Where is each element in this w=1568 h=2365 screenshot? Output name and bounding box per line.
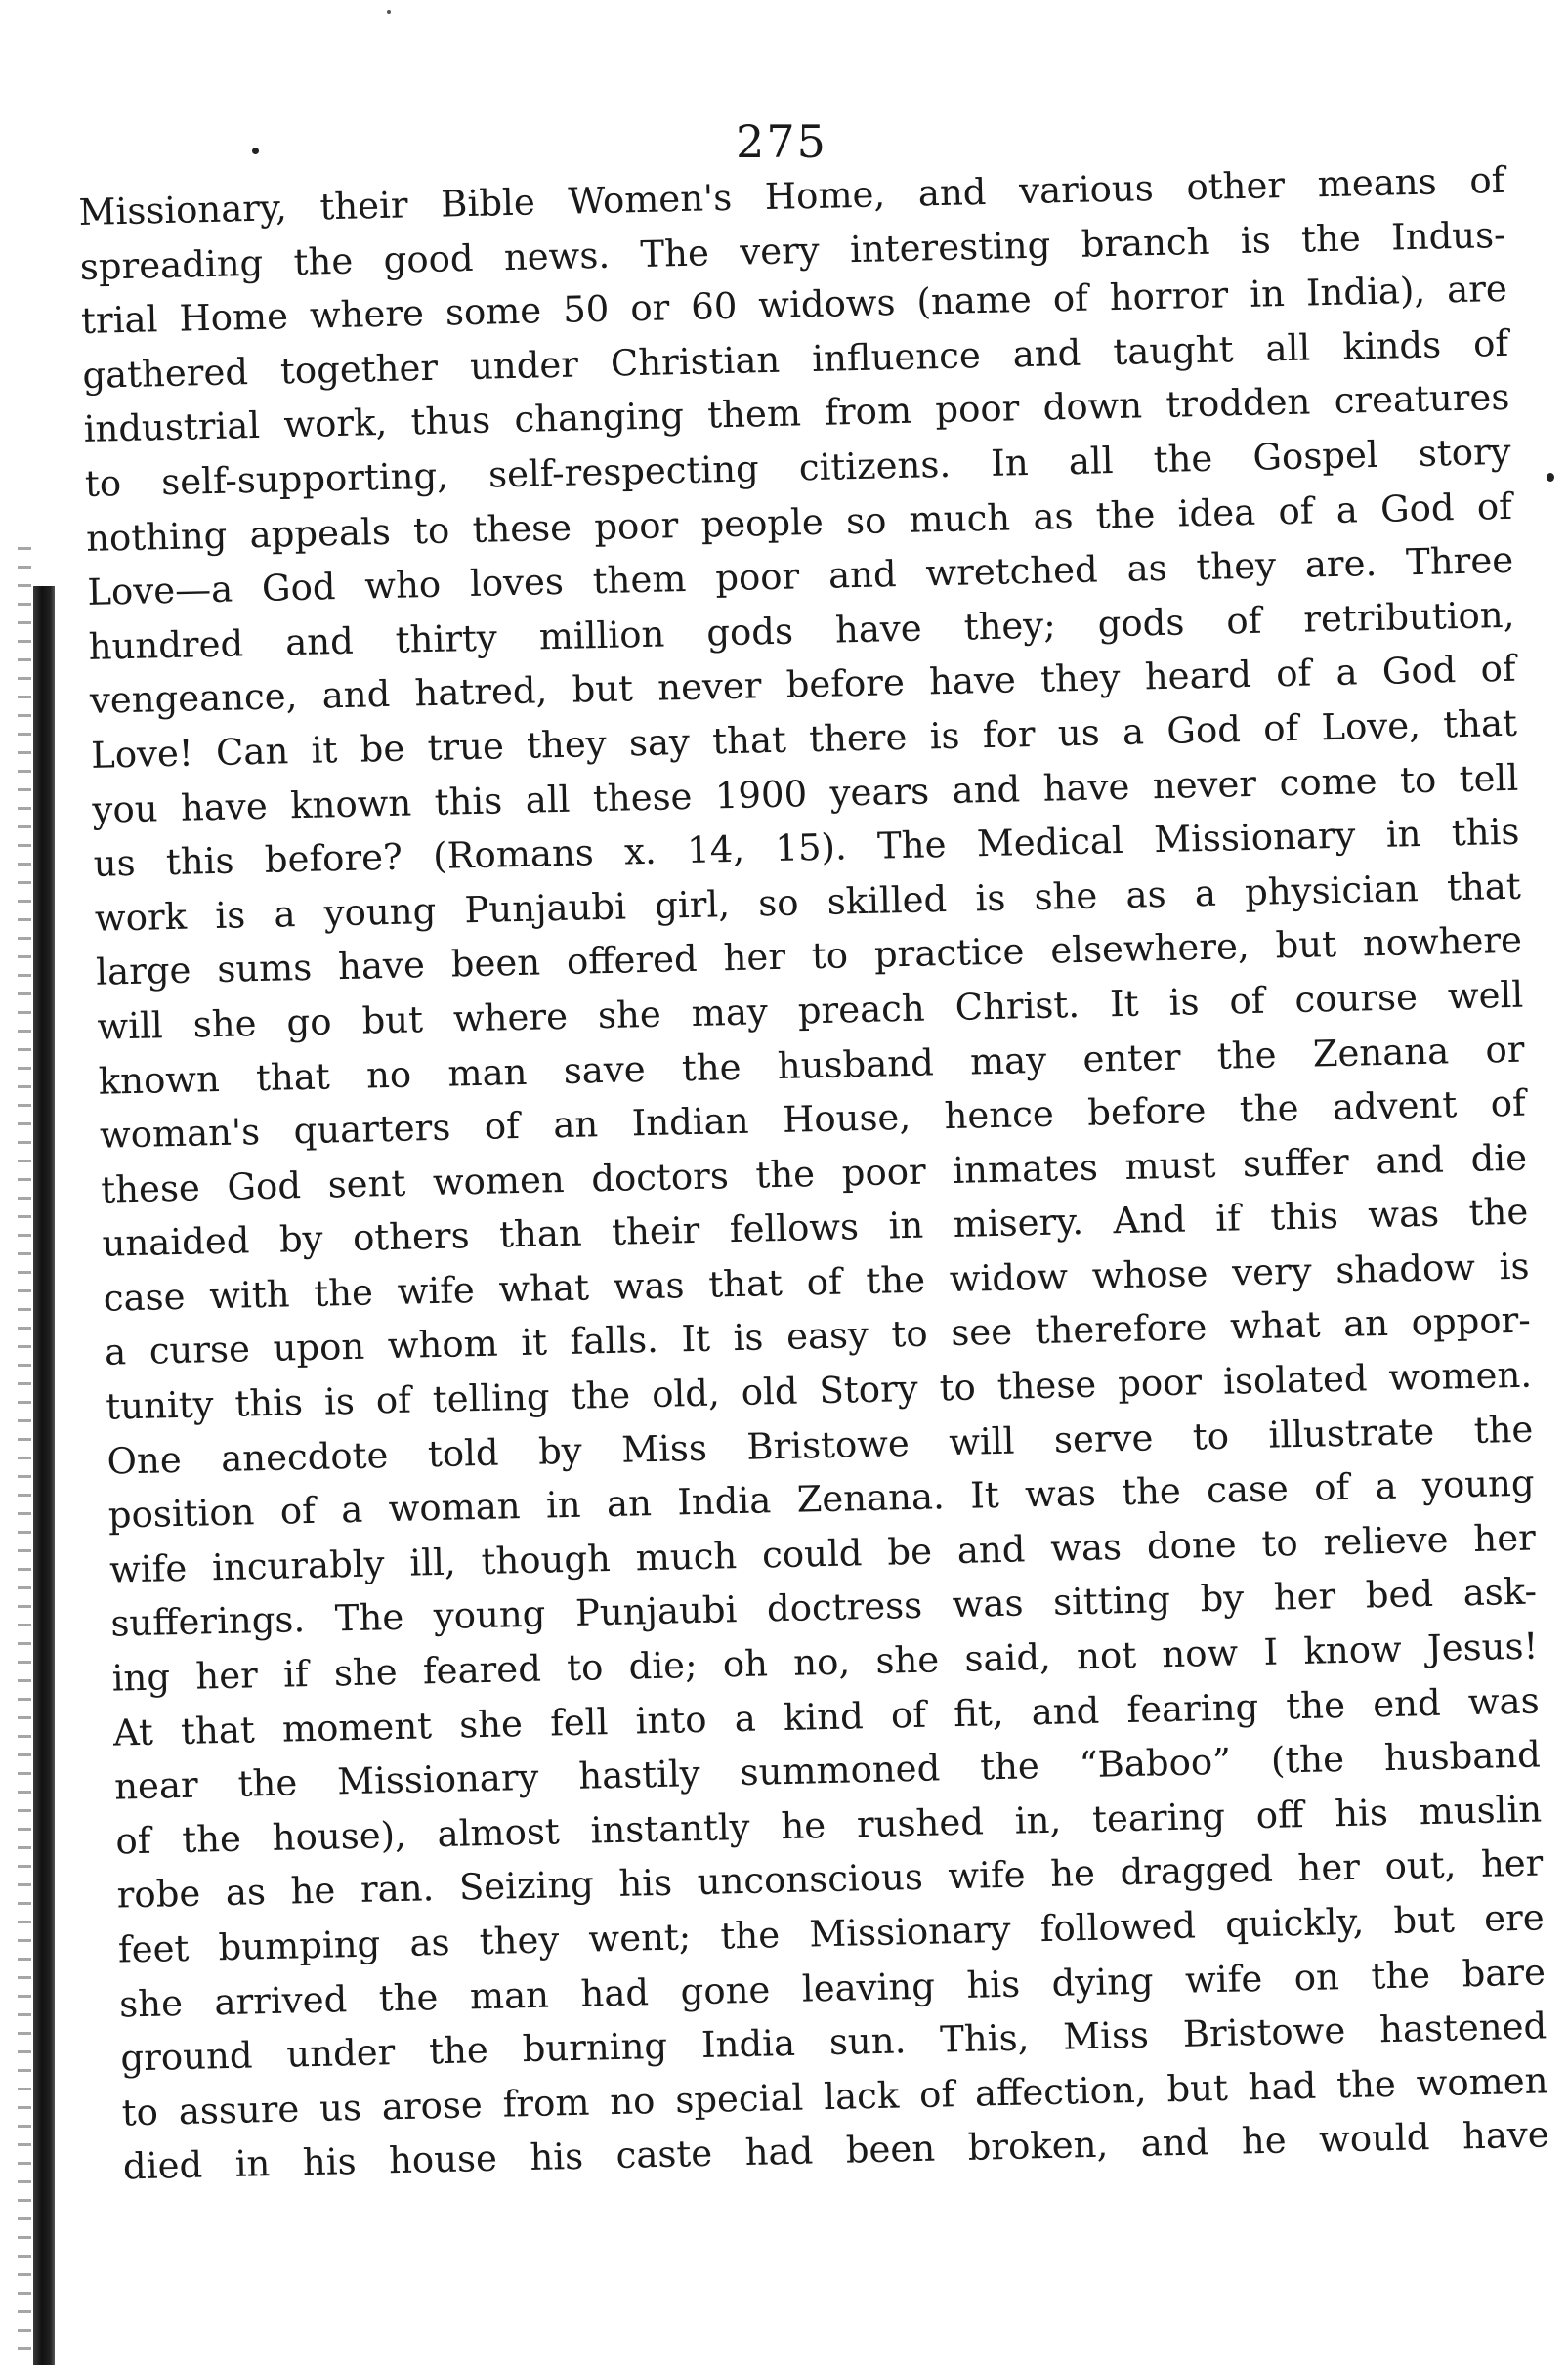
text-line: vengeance, and hatred, but never before have they heard of a God of: [89, 648, 1517, 723]
text-line: ing her if she feared to die; oh no, she said, not now I know Jesus!: [111, 1625, 1539, 1700]
text-line: At that moment she fell into a kind of fit, and fearing the end was: [112, 1679, 1541, 1754]
text-line: us this before? (Romans x. 14, 15). The Medical Missionary in this: [93, 810, 1520, 885]
body-text: [78, 153, 1549, 2195]
text-line: a curse upon whom it falls. It is easy to see therefore what an oppor-: [104, 1299, 1532, 1374]
margin-dot: [252, 148, 259, 154]
text-line: work is a young Punjaubi girl, so skilled is she as a physician that: [94, 865, 1522, 940]
text-line: industrial work, thus changing them from poor down trodden creatures: [83, 376, 1510, 451]
text-line: unaided by others than their fellows in misery. And if this was the: [102, 1190, 1529, 1265]
text-line: position of a woman in an India Zenana. It was the case of a young: [107, 1461, 1536, 1537]
text-line: known that no man save the husband may enter the Zenana or: [98, 1028, 1525, 1103]
text-line: ground under the burning India sun. This, Miss Bristowe hastened: [120, 2005, 1547, 2080]
text-line: you have known this all these 1900 years and have never come to tell: [92, 756, 1519, 831]
text-line: of the house), almost instantly he rushed in, tearing off his muslin: [114, 1788, 1543, 1863]
text-line: nothing appeals to these poor people so much as the idea of a God of: [85, 485, 1513, 560]
text-line: these God sent women doctors the poor inmates must suffer and die: [100, 1136, 1528, 1211]
text-line: gathered together under Christian influence and taught all kinds of: [81, 321, 1509, 397]
text-line: spreading the good news. The very interesting branch is the Indus-: [79, 213, 1506, 288]
text-line: hundred and thirty million gods have they; gods of retribution,: [88, 593, 1515, 668]
text-line: sufferings. The young Punjaubi doctress was sitting by her bed ask-: [109, 1570, 1538, 1646]
text-line: died in his house his caste had been broken, and he would have: [122, 2113, 1550, 2188]
text-line: Love—a God who loves them poor and wretched as they are. Three: [86, 538, 1514, 614]
text-line: large sums have been offered her to practice elsewhere, but nowhere: [95, 918, 1523, 994]
text-line: to self-supporting, self-respecting citizens. In all the Gospel story: [84, 430, 1512, 505]
text-line: to assure us arose from no special lack of affection, but had the women: [121, 2059, 1548, 2134]
margin-dot-right: [1547, 473, 1554, 482]
text-line: case with the wife what was that of the widow whose very shadow is: [103, 1245, 1530, 1320]
text-line: she arrived the man had gone leaving his dying wife on the bare: [118, 1950, 1547, 2026]
text-line: Love! Can it be true they say that there is for us a God of Love, that: [90, 701, 1518, 777]
text-line: One anecdote told by Miss Bristowe will serve to illustrate the: [106, 1408, 1534, 1483]
text-line: feet bumping as they went; the Missionary followed quickly, but ere: [117, 1896, 1546, 1971]
text-line: tunity this is of telling the old, old Story to these poor isolated women.: [105, 1353, 1533, 1428]
binding-edge: [33, 586, 55, 2365]
text-line: Missionary, their Bible Women's Home, and various other means of: [78, 158, 1505, 233]
binding-shadow: [18, 547, 31, 2364]
text-line: wife incurably ill, though much could be and was done to relieve her: [108, 1516, 1537, 1591]
text-line: woman's quarters of an Indian House, hence before the advent of: [99, 1081, 1527, 1157]
text-line: trial Home where some 50 or 60 widows (name of horror in India), are: [80, 268, 1508, 343]
text-line: will she go but where she may preach Christ. It is of course well: [97, 973, 1524, 1048]
page-number: 275: [736, 115, 827, 168]
text-line: robe as he ran. Seizing his unconscious wife he dragged her out, her: [116, 1841, 1544, 1917]
scan-speck: [387, 10, 391, 14]
text-line: near the Missionary hastily summoned the “Baboo” (the husband: [113, 1733, 1542, 1808]
